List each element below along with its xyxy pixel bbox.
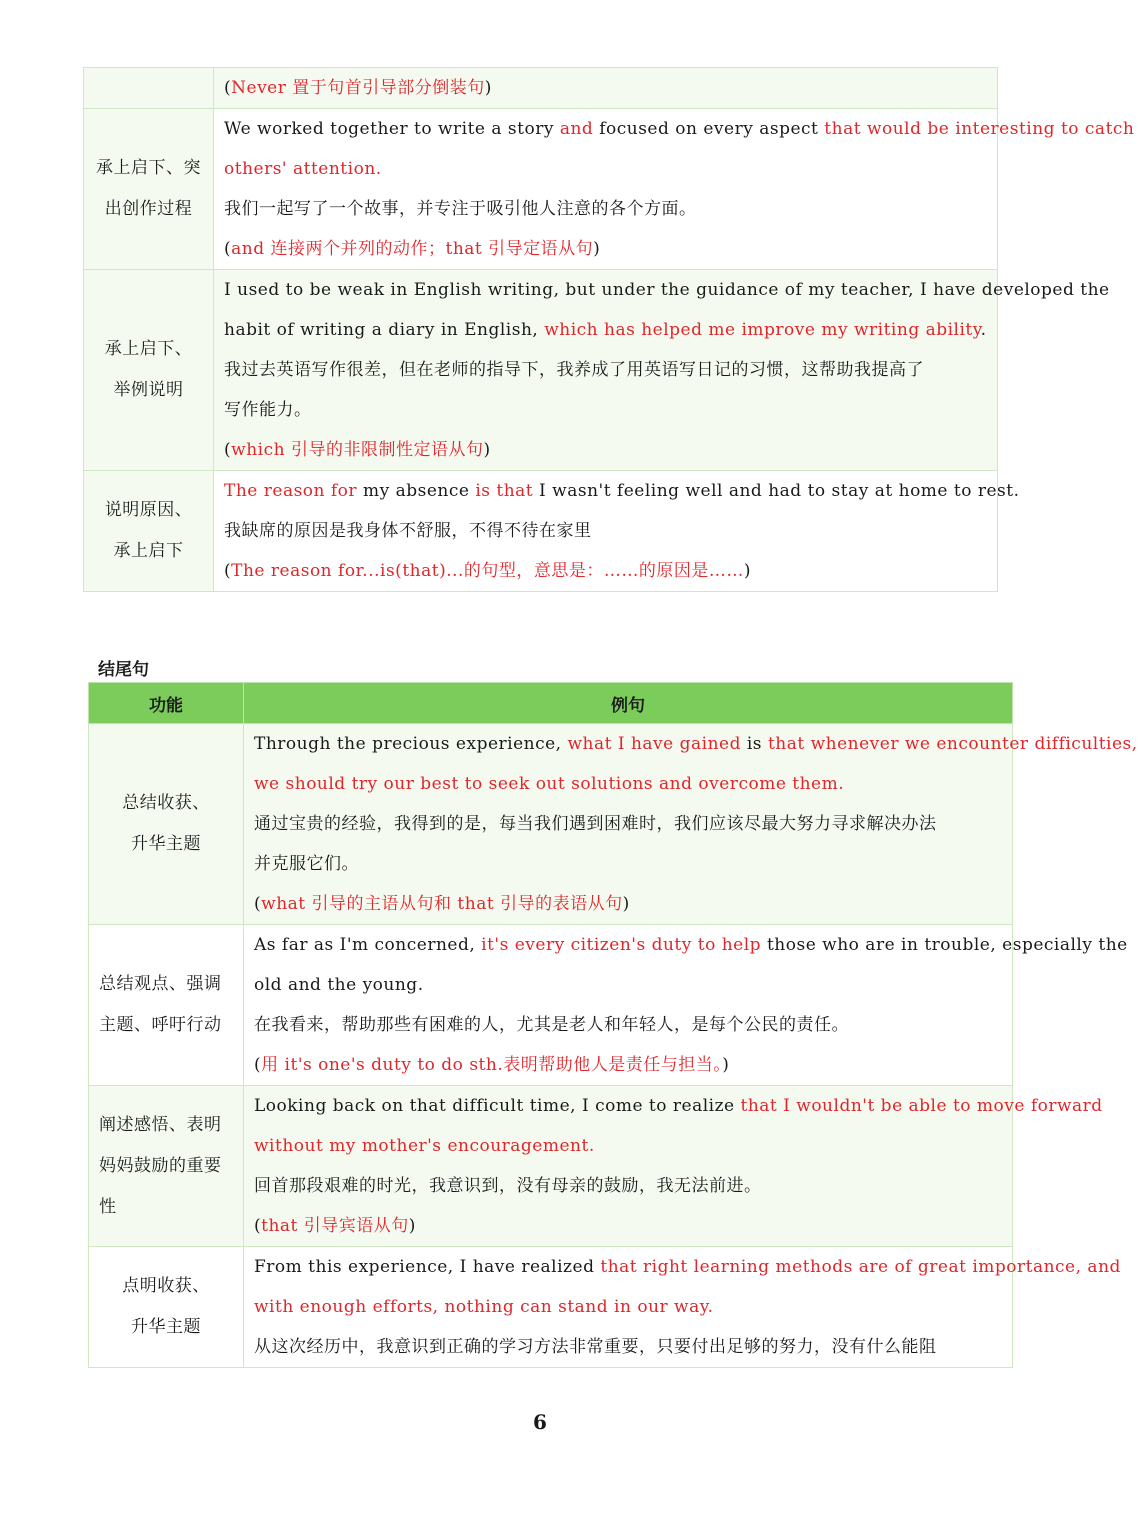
- function-label-line: 举例说明: [113, 380, 184, 400]
- function-label-line: 出创作过程: [104, 199, 193, 219]
- example-line: [254, 1287, 1006, 1327]
- table-row: [89, 1086, 1013, 1247]
- function-cell: [84, 109, 214, 270]
- text-segment: 我过去英语写作很差，但在老师的指导下，我养成了用英语写日记的习惯，这帮助我提高了: [224, 360, 924, 380]
- text-segment: old and the young.: [254, 975, 424, 995]
- function-label-line: 性: [99, 1196, 117, 1217]
- function-label-line: 说明原因、: [104, 500, 193, 520]
- example-line: [254, 1126, 1006, 1166]
- function-label-line: 总结收获、: [122, 793, 210, 813]
- example-line: [224, 350, 991, 390]
- example-line: [224, 270, 1110, 310]
- table-row: [89, 1247, 1013, 1368]
- example-line: [224, 390, 991, 430]
- example-line: [254, 724, 1138, 764]
- function-label-line: 点明收获、: [122, 1276, 210, 1296]
- highlighted-text: what I have gained: [567, 734, 741, 754]
- example-line: [254, 1005, 1006, 1045]
- text-segment: 我缺席的原因是我身体不舒服，不得不待在家里: [224, 521, 592, 541]
- example-cell: [244, 1247, 1121, 1368]
- text-segment: ): [593, 239, 601, 259]
- text-segment: (: [224, 239, 232, 259]
- example-cell: [214, 109, 1135, 270]
- function-label-line: 承上启下: [113, 541, 184, 561]
- text-segment: I wasn't feeling well and had to stay at home to rest.: [533, 481, 1020, 501]
- example-cell: [244, 925, 1128, 1086]
- highlighted-text: that right learning methods are of great importance, and: [600, 1257, 1121, 1277]
- example-cell: [214, 68, 998, 109]
- text-segment: ): [622, 894, 630, 914]
- text-segment: (: [224, 561, 232, 581]
- function-label-line: 主题、呼吁行动: [99, 1015, 222, 1035]
- function-cell: [89, 1086, 244, 1247]
- function-cell: [89, 925, 244, 1086]
- text-segment: (: [254, 894, 262, 914]
- highlighted-text: that I wouldn't be able to move forward: [740, 1096, 1103, 1116]
- example-line: [254, 804, 1006, 844]
- text-segment: those who are in trouble, especially the: [761, 935, 1128, 955]
- text-segment: habit of writing a diary in English,: [224, 320, 545, 340]
- function-label-line: 妈妈鼓励的重要: [99, 1155, 222, 1176]
- function-cell: [89, 1247, 244, 1368]
- example-line: [224, 310, 991, 350]
- text-segment: 并克服它们。: [254, 854, 359, 874]
- text-segment: As far as I'm concerned,: [254, 935, 482, 955]
- highlighted-text: it's every citizen's duty to help: [481, 935, 762, 955]
- example-cell: [244, 1086, 1103, 1247]
- text-segment: ): [484, 78, 492, 98]
- table-header-row: [89, 683, 1013, 724]
- example-line: [254, 1327, 1006, 1367]
- example-line: [224, 109, 1135, 149]
- example-cell: [244, 724, 1138, 925]
- highlighted-text: and 连接两个并列的动作；that 引导定语从句: [231, 239, 594, 259]
- function-label-line: 升华主题: [131, 1317, 201, 1337]
- text-segment: (: [224, 78, 232, 98]
- table-row: [89, 724, 1013, 925]
- sentence-table-ending: [88, 682, 1138, 1368]
- text-segment: ): [483, 440, 491, 460]
- example-cell: [214, 270, 1110, 471]
- highlighted-text: that would be interesting to catch: [824, 119, 1135, 139]
- text-segment: We worked together to write a story: [224, 119, 560, 139]
- table-row: [84, 68, 998, 109]
- example-line: [254, 844, 1006, 884]
- highlighted-text: what 引导的主语从句和 that 引导的表语从句: [261, 894, 623, 914]
- text-segment: .: [980, 320, 987, 340]
- example-line: [254, 1247, 1121, 1287]
- function-label-line: 总结观点、强调: [99, 974, 222, 994]
- header-example: 例句: [244, 683, 1013, 724]
- sentence-table-transition: [83, 67, 1135, 592]
- example-line: [254, 1045, 1006, 1085]
- text-segment: ): [743, 561, 752, 581]
- function-label-line: 承上启下、突: [96, 158, 201, 178]
- highlighted-text: 用 it's one's duty to do sth.表明帮助他人是责任与担当。: [261, 1055, 723, 1075]
- highlighted-text: others' attention.: [224, 159, 382, 179]
- function-cell: [84, 270, 214, 471]
- text-segment: 在我看来，帮助那些有困难的人，尤其是老人和年轻人，是每个公民的责任。: [254, 1015, 849, 1035]
- text-segment: (: [254, 1055, 262, 1075]
- highlighted-text: is that: [475, 481, 534, 501]
- highlighted-text: The reason for...is(that)...的句型，意思是：……的原因是……: [231, 561, 744, 581]
- example-line: [254, 884, 1006, 924]
- text-segment: Through the precious experience,: [254, 734, 568, 754]
- section-heading-ending-sentences: 结尾句: [98, 660, 149, 680]
- highlighted-text: with enough efforts, nothing can stand in our way.: [254, 1297, 714, 1317]
- function-cell: [84, 68, 214, 109]
- highlighted-text: without my mother's encouragement.: [254, 1136, 595, 1156]
- example-line: [224, 189, 991, 229]
- example-line: [224, 149, 991, 189]
- function-cell: [84, 471, 214, 592]
- text-segment: 写作能力。: [224, 400, 312, 420]
- text-segment: 从这次经历中，我意识到正确的学习方法非常重要，只要付出足够的努力，没有什么能阻: [254, 1337, 937, 1357]
- text-segment: 通过宝贵的经验，我得到的是，每当我们遇到困难时，我们应该尽最大努力寻求解决办法: [254, 814, 937, 834]
- highlighted-text: which has helped me improve my writing ability: [544, 320, 981, 340]
- table-row: [84, 270, 998, 471]
- function-cell: [89, 724, 244, 925]
- example-line: [224, 229, 991, 269]
- text-segment: my absence: [357, 481, 476, 501]
- example-line: [254, 1086, 1103, 1126]
- header-function: 功能: [89, 683, 244, 724]
- text-segment: ): [722, 1055, 730, 1075]
- example-line: [254, 925, 1128, 965]
- table-row: [84, 471, 998, 592]
- example-line: [224, 511, 991, 551]
- example-line: [254, 1166, 1006, 1206]
- table-row: [84, 109, 998, 270]
- text-segment: Looking back on that difficult time, I come to realize: [254, 1096, 741, 1116]
- example-line: [224, 430, 991, 470]
- highlighted-text: we should try our best to seek out solutions and overcome them.: [254, 774, 845, 794]
- example-line: [254, 965, 1006, 1005]
- example-line: [224, 471, 1020, 511]
- text-segment: I used to be weak in English writing, but under the guidance of my teacher, I have developed the: [224, 280, 1110, 300]
- text-segment: ): [408, 1216, 416, 1236]
- page-number: 6: [533, 1410, 547, 1434]
- example-line: [224, 551, 991, 591]
- example-line: [224, 68, 991, 108]
- example-line: [254, 764, 1006, 804]
- example-line: [254, 1206, 1006, 1246]
- table-row: [89, 925, 1013, 1086]
- text-segment: focused on every aspect: [593, 119, 825, 139]
- highlighted-text: that 引导宾语从句: [261, 1216, 409, 1236]
- highlighted-text: that whenever we encounter difficulties,: [767, 734, 1138, 754]
- example-cell: [214, 471, 1020, 592]
- function-label-line: 承上启下、: [104, 339, 193, 359]
- function-label-line: 升华主题: [131, 834, 201, 854]
- highlighted-text: The reason for: [224, 481, 358, 501]
- text-segment: (: [254, 1216, 262, 1236]
- highlighted-text: and: [559, 119, 594, 139]
- function-label-line: 阐述感悟、表明: [99, 1114, 222, 1135]
- text-segment: 我们一起写了一个故事，并专注于吸引他人注意的各个方面。: [224, 199, 697, 219]
- highlighted-text: which 引导的非限制性定语从句: [231, 440, 484, 460]
- highlighted-text: Never 置于句首引导部分倒装句: [231, 78, 485, 98]
- text-segment: (: [224, 440, 232, 460]
- text-segment: 回首那段艰难的时光，我意识到，没有母亲的鼓励，我无法前进。: [254, 1176, 762, 1196]
- text-segment: From this experience, I have realized: [254, 1257, 601, 1277]
- text-segment: is: [740, 734, 768, 754]
